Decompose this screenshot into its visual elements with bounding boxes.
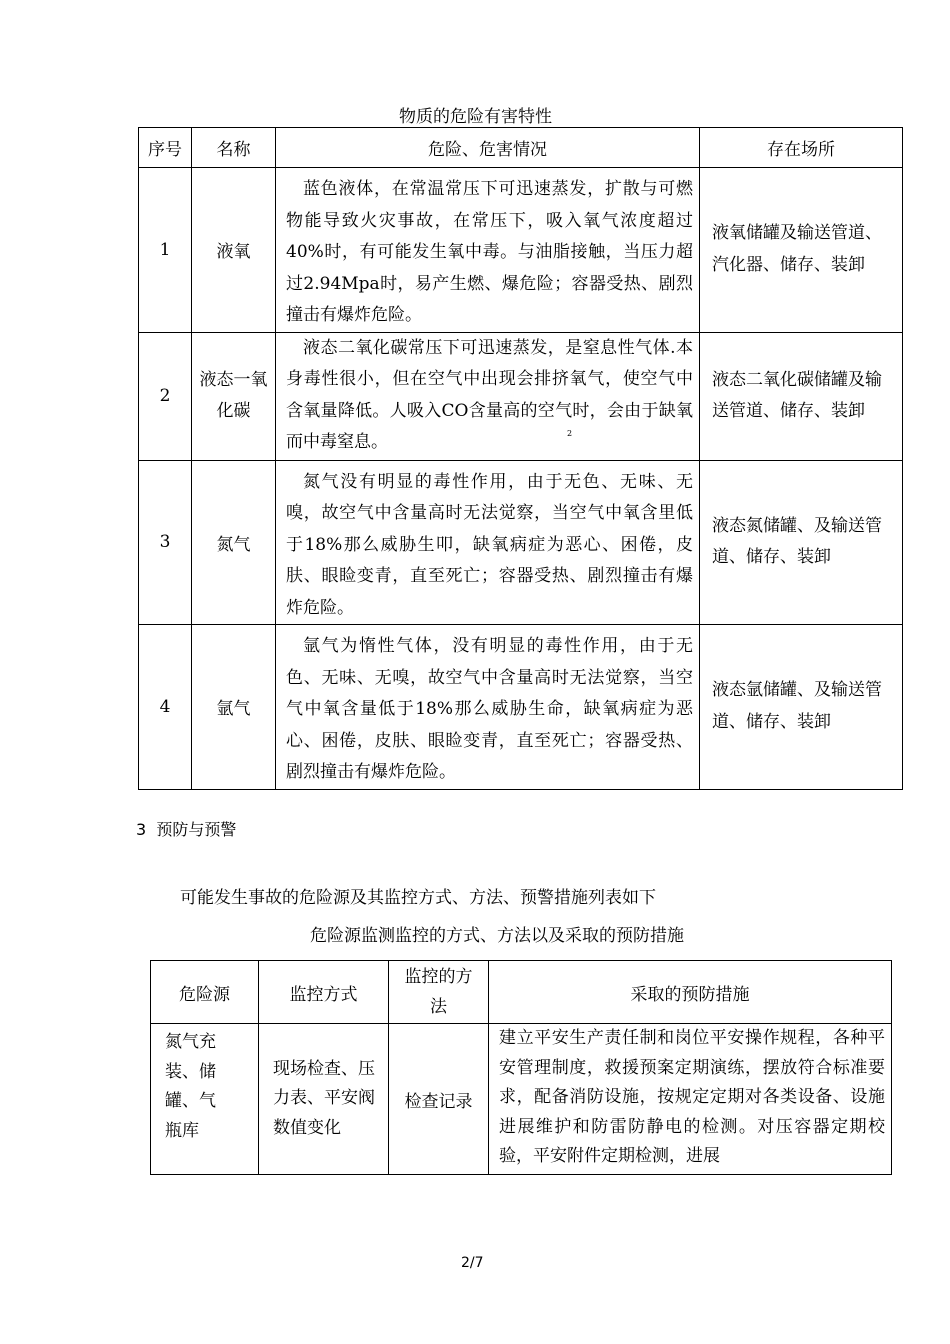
row-no: 4: [139, 625, 192, 790]
hazard-properties-table: [138, 127, 903, 790]
row-name: 氩气: [192, 625, 276, 790]
row-name: 液态一氧化碳: [192, 332, 276, 460]
table-row: [139, 460, 903, 625]
header-no: 序号: [139, 128, 192, 168]
header-place: 存在场所: [700, 128, 903, 168]
row-no: 3: [139, 460, 192, 625]
header-name: 名称: [192, 128, 276, 168]
row-hazard: 氩气为惰性气体，没有明显的毒性作用，由于无色、无味、无嗅，故空气中含量高时无法觉察，当空气中氧含量低于18%那么威胁生命，缺氧病症为恶心、困倦，皮肤、眼睑变青，直至死亡；容器受热、剧烈撞击有爆炸危险。: [276, 625, 700, 790]
row-hazard-cell: [276, 332, 700, 460]
monitoring-measures-table: [150, 960, 892, 1175]
table-row: [139, 625, 903, 790]
header-method: 监控的方法: [389, 961, 489, 1024]
table1-header-row: [139, 128, 903, 168]
row-place: 液氧储罐及输送管道、汽化器、储存、装卸: [700, 168, 903, 333]
row-place: 液态二氧化碳储罐及输送管道、储存、装卸: [700, 332, 903, 460]
row-hazard: 液态二氧化碳常压下可迅速蒸发，是窒息性气体.本身毒性很小，但在空气中出现会排挤氧气，使空气中含氧量降低。人吸入CO含量高的空气时，会由于缺氧而中毒窒息。: [286, 337, 693, 452]
section-heading: 3 预防与预警: [136, 820, 237, 839]
table2-header-row: [151, 961, 892, 1024]
row-name: 液氧: [192, 168, 276, 333]
row-hazard: 氮气没有明显的毒性作用，由于无色、无味、无嗅，故空气中含量高时无法觉察，当空气中氧含里低于18%那么威胁生叩，缺氧病症为恶心、困倦，皮肤、眼睑变青，直至死亡；容器受热、剧烈撞击有爆炸危险。: [276, 460, 700, 625]
row-hazard: 蓝色液体，在常温常压下可迅速蒸发，扩散与可燃物能导致火灾事故，在常压下，吸入氧气浓度超过40%时，有可能发生氧中毒。与油脂接触，当压力超过2.94Mpa时，易产生燃、爆危险；容器受热、剧烈撞击有爆炸危险。: [276, 168, 700, 333]
co2-subscript: 2: [567, 428, 573, 438]
row-method: 检查记录: [389, 1024, 489, 1175]
table2-caption: 危险源监测监控的方式、方法以及采取的预防措施: [310, 926, 684, 946]
row-measures-text: 建立平安生产责任制和岗位平安操作规程，各种平安管理制度，救援预案定期演练，摆放符合标准要求，配备消防设施，按规定定期对各类设备、设施进展维护和防雷防静电的检测。对压容器定期校验，平安附件定期检测，进展: [499, 1028, 885, 1166]
header-hazard: 危险、危害情况: [276, 128, 700, 168]
table-row: [151, 1024, 892, 1175]
header-measures: 采取的预防措施: [489, 961, 892, 1024]
table1-caption: 物质的危险有害特性: [399, 107, 552, 127]
page-number: 2/7: [461, 1255, 484, 1271]
table-row: [139, 168, 903, 333]
section-intro: 可能发生事故的危险源及其监控方式、方法、预警措施列表如下: [180, 888, 656, 908]
row-no: 1: [139, 168, 192, 333]
header-mode: 监控方式: [259, 961, 389, 1024]
row-name: 氮气: [192, 460, 276, 625]
row-place: 液态氩储罐、及输送管道、储存、装卸: [700, 625, 903, 790]
row-measures: [489, 1024, 892, 1175]
row-mode: 现场检查、压力表、平安阀数值变化: [259, 1024, 389, 1175]
row-no: 2: [139, 332, 192, 460]
header-source: 危险源: [151, 961, 259, 1024]
table-row: [139, 332, 903, 460]
row-place: 液态氮储罐、及输送管道、储存、装卸: [700, 460, 903, 625]
row-source: 氮气充装、储罐、气瓶库: [151, 1024, 259, 1175]
